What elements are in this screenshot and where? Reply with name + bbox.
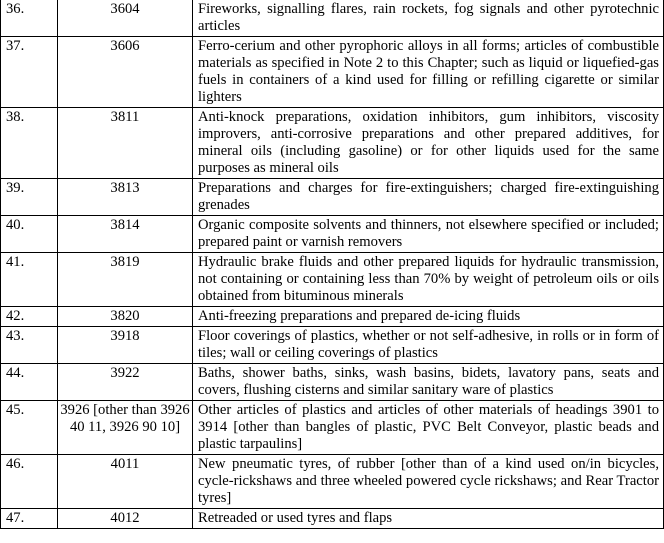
- tariff-heading: 3819: [58, 253, 193, 307]
- tariff-heading: 4011: [58, 455, 193, 509]
- goods-description: Ferro-cerium and other pyrophoric alloys in all forms; articles of combustible materials as specified in Note 2 to this Chapter; such as liquid or liquefied-gas fuels in containers of a kind used for filling or refilling cigarette or similar lighters: [193, 37, 664, 108]
- serial-number: 45.: [1, 401, 58, 455]
- serial-number: 39.: [1, 179, 58, 216]
- goods-description: Anti-knock preparations, oxidation inhibitors, gum inhibitors, viscosity improvers, anti-corrosive preparations and other prepared additives, for mineral oils (including gasoline) or for other liquids used for the same purposes as mineral oils: [193, 108, 664, 179]
- goods-description: Baths, shower baths, sinks, wash basins, bidets, lavatory pans, seats and covers, flushing cisterns and similar sanitary ware of plastics: [193, 364, 664, 401]
- serial-number: 43.: [1, 327, 58, 364]
- goods-description: Organic composite solvents and thinners, not elsewhere specified or included; prepared paint or varnish removers: [193, 216, 664, 253]
- tariff-heading: 3918: [58, 327, 193, 364]
- goods-description: Hydraulic brake fluids and other prepared liquids for hydraulic transmission, not containing or containing less than 70% by weight of petroleum oils or oils obtained from bituminous minerals: [193, 253, 664, 307]
- table-row: [1, 216, 664, 253]
- table-row: [1, 37, 664, 108]
- tariff-heading: 3926 [other than 3926 40 11, 3926 90 10]: [58, 401, 193, 455]
- table-row: [1, 253, 664, 307]
- tariff-heading: 3811: [58, 108, 193, 179]
- table-row: [1, 327, 664, 364]
- serial-number: 42.: [1, 307, 58, 327]
- serial-number: 36.: [1, 0, 58, 37]
- goods-description: New pneumatic tyres, of rubber [other than of a kind used on/in bicycles, cycle-rickshaws and three wheeled powered cycle rickshaws; and Rear Tractor tyres]: [193, 455, 664, 509]
- tariff-heading: 3922: [58, 364, 193, 401]
- goods-description: Retreaded or used tyres and flaps: [193, 509, 664, 529]
- serial-number: 40.: [1, 216, 58, 253]
- tariff-heading: 3820: [58, 307, 193, 327]
- tariff-heading: 3604: [58, 0, 193, 37]
- table-row: [1, 0, 664, 37]
- table-row: [1, 307, 664, 327]
- goods-description: Anti-freezing preparations and prepared de-icing fluids: [193, 307, 664, 327]
- table-row: [1, 455, 664, 509]
- serial-number: 44.: [1, 364, 58, 401]
- tariff-heading: 3813: [58, 179, 193, 216]
- tariff-table-body: [1, 0, 664, 529]
- tariff-heading: 4012: [58, 509, 193, 529]
- goods-description: Floor coverings of plastics, whether or not self-adhesive, in rolls or in form of tiles; wall or ceiling coverings of plastics: [193, 327, 664, 364]
- table-row: [1, 401, 664, 455]
- tariff-heading: 3606: [58, 37, 193, 108]
- serial-number: 46.: [1, 455, 58, 509]
- goods-description: Fireworks, signalling flares, rain rockets, fog signals and other pyrotechnic articles: [193, 0, 664, 37]
- table-row: [1, 179, 664, 216]
- table-row: [1, 509, 664, 529]
- serial-number: 38.: [1, 108, 58, 179]
- serial-number: 47.: [1, 509, 58, 529]
- goods-description: Other articles of plastics and articles of other materials of headings 3901 to 3914 [other than bangles of plastic, PVC Belt Conveyor, plastic beads and plastic tarpaulins]: [193, 401, 664, 455]
- serial-number: 37.: [1, 37, 58, 108]
- table-row: [1, 364, 664, 401]
- table-row: [1, 108, 664, 179]
- tariff-heading: 3814: [58, 216, 193, 253]
- goods-description: Preparations and charges for fire-extinguishers; charged fire-extinguishing grenades: [193, 179, 664, 216]
- serial-number: 41.: [1, 253, 58, 307]
